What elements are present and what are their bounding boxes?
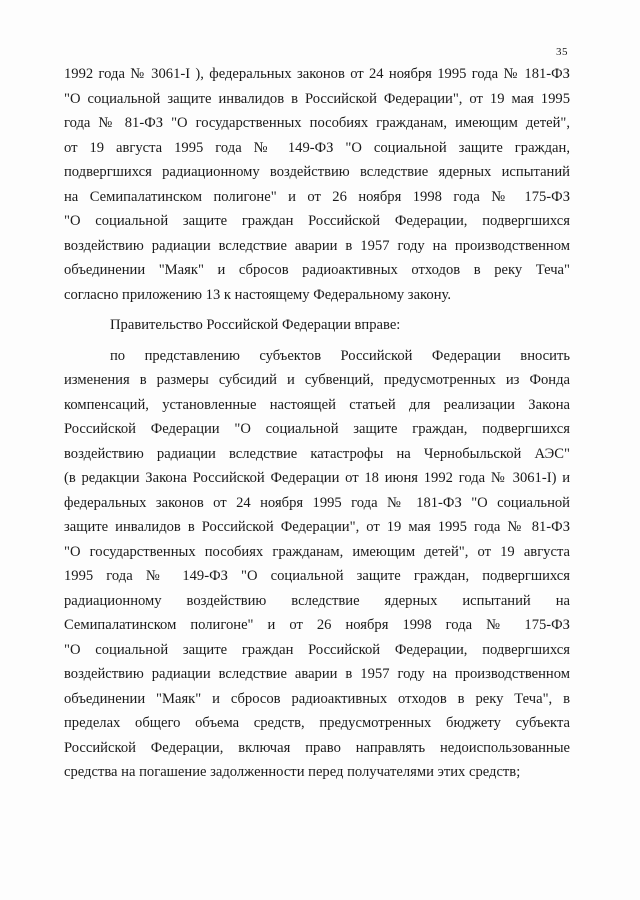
text-line: Правительство Российской Федерации вправе: xyxy=(110,317,401,333)
text-line: 1992 года № 3061-I ), федеральных законов от 24 ноября 1995 года № 181-ФЗ xyxy=(64,66,570,82)
document-body xyxy=(64,62,570,785)
text-line: "О государственных пособиях гражданам, имеющим детей", от 19 августа xyxy=(64,543,570,560)
paragraph-continuation xyxy=(64,62,570,307)
text-line: Российской Федерации "О социальной защите граждан, подвергшихся xyxy=(64,421,570,437)
text-line: объединении "Маяк" и сбросов радиоактивных отходов в реку Теча" xyxy=(64,262,570,278)
text-line: по представлению субъектов Российской Федерации вносить xyxy=(110,347,570,364)
text-line: воздействию радиации вследствие катастрофы на Чернобыльской АЭС" xyxy=(64,445,570,462)
text-line: изменения в размеры субсидий и субвенций, предусмотренных из Фонда xyxy=(64,372,570,388)
text-line: объединении "Маяк" и сбросов радиоактивных отходов в реку Теча", в xyxy=(64,690,570,707)
text-line: воздействию радиации вследствие аварии в 1957 году на производственном xyxy=(64,666,570,682)
text-line: пределах общего объема средств, предусмотренных бюджету субъекта xyxy=(64,715,570,731)
text-line: от 19 августа 1995 года № 149-ФЗ "О социальной защите граждан, xyxy=(64,139,570,156)
text-line: воздействию радиации вследствие аварии в 1957 году на производственном xyxy=(64,237,570,254)
text-line: "О социальной защите граждан Российской Федерации, подвергшихся xyxy=(64,213,570,229)
text-line: согласно приложению 13 к настоящему Федеральному закону. xyxy=(64,286,451,303)
text-line: федеральных законов от 24 ноября 1995 года № 181-ФЗ "О социальной xyxy=(64,494,570,511)
text-line: защите инвалидов в Российской Федерации", от 19 мая 1995 года № 81-ФЗ xyxy=(64,519,570,535)
text-line: на Семипалатинском полигоне" и от 26 ноября 1998 года № 175-ФЗ xyxy=(64,188,570,205)
text-line: компенсаций, установленные настоящей статьей для реализации Закона xyxy=(64,396,570,413)
paragraph-government-rights xyxy=(64,313,570,338)
text-line: 1995 года № 149-ФЗ "О социальной защите граждан, подвергшихся xyxy=(64,568,570,584)
text-line: Российской Федерации, включая право направлять недоиспользованные xyxy=(64,739,570,756)
text-line: "О социальной защите граждан Российской Федерации, подвергшихся xyxy=(64,641,570,658)
text-line: "О социальной защите инвалидов в Российской Федерации", от 19 мая 1995 xyxy=(64,90,570,107)
text-line: радиационному воздействию вследствие ядерных испытаний на xyxy=(64,592,570,609)
text-line: (в редакции Закона Российской Федерации от 18 июня 1992 года № 3061-I) и xyxy=(64,470,570,486)
text-line: года № 81-ФЗ "О государственных пособиях гражданам, имеющим детей", xyxy=(64,115,570,131)
paragraph-subjects-proposals xyxy=(64,344,570,785)
text-line: Семипалатинском полигоне" и от 26 ноября 1998 года № 175-ФЗ xyxy=(64,617,570,633)
text-line: средства на погашение задолженности перед получателями этих средств; xyxy=(64,764,521,780)
page-number: 35 xyxy=(556,46,568,58)
text-line: подвергшихся радиационному воздействию вследствие ядерных испытаний xyxy=(64,164,570,180)
